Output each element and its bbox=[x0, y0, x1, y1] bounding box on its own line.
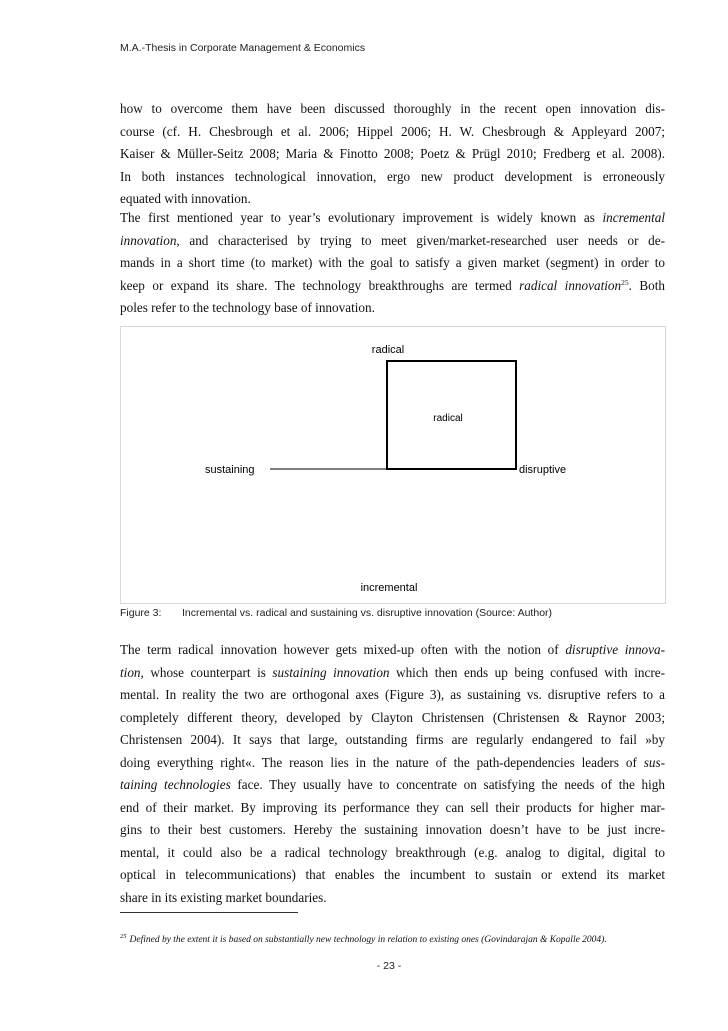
paragraph-1 bbox=[120, 98, 665, 211]
paragraph-line: equated with innovation. bbox=[120, 191, 251, 206]
innovation-diagram bbox=[121, 327, 667, 605]
paragraph-line: In both instances technological innovation, ergo new product development is erroneously bbox=[120, 168, 665, 184]
axis-label-radical: radical bbox=[371, 344, 405, 356]
emphasis: sustaining innovation bbox=[272, 664, 390, 680]
emphasis: incremental bbox=[602, 210, 665, 225]
emphasis: disruptive innova- bbox=[565, 642, 665, 657]
text-run: keep or expand its share. The technology breakthroughs are termed bbox=[120, 277, 520, 293]
paragraph-line: mands in a short time (to market) with the goal to satisfy a given market (segment) in order to bbox=[120, 255, 665, 270]
text-run: face. They usually have to concentrate on satisfying the needs of the high bbox=[230, 777, 665, 792]
emphasis: tion bbox=[120, 664, 141, 680]
paragraph-line bbox=[120, 639, 665, 662]
text-run: which then ends up being confused with incre- bbox=[389, 664, 665, 680]
axis-label-incremental: incremental bbox=[360, 582, 418, 594]
text-run: The term radical innovation however gets mixed-up often with the notion of bbox=[120, 642, 566, 657]
footnote-number: 25 bbox=[120, 933, 127, 940]
footnote-ref[interactable]: 25 bbox=[621, 277, 629, 287]
quadrant-label-radical: radical bbox=[433, 413, 463, 424]
footnote-text: Defined by the extent it is based on substantially new technology in relation to existing ones (Govindarajan & Kopalle 2004). bbox=[129, 935, 607, 945]
text-run: . Both bbox=[628, 277, 665, 293]
paragraph-line bbox=[120, 662, 665, 685]
paragraph-line bbox=[120, 774, 665, 797]
paragraph-line: Christensen 2004). It says that large, outstanding firms are regularly endangered to fail »by bbox=[120, 732, 665, 747]
paragraph-line bbox=[120, 207, 665, 230]
paragraph-line: end of their market. By improving its performance they can sell their products for higher mar- bbox=[120, 799, 665, 815]
axis-label-sustaining: sustaining bbox=[205, 464, 255, 476]
footnote bbox=[120, 935, 607, 945]
figure-3 bbox=[120, 326, 666, 604]
text-run: , whose counterpart is bbox=[140, 664, 273, 680]
emphasis: innovation bbox=[120, 232, 177, 248]
emphasis: taining technologies bbox=[120, 777, 231, 792]
paragraph-2 bbox=[120, 207, 665, 320]
text-run: , and characterised by trying to meet given/market-researched user needs or de- bbox=[176, 232, 665, 248]
paragraph-line bbox=[120, 752, 665, 775]
emphasis: radical innovation bbox=[519, 277, 622, 293]
figure-caption bbox=[120, 607, 552, 619]
text-run: doing everything right«. The reason lies in the nature of the path-dependencies leaders of bbox=[120, 754, 644, 770]
axis-label-disruptive: disruptive bbox=[519, 464, 567, 476]
page-number: - 23 - bbox=[376, 960, 402, 972]
paragraph-line: poles refer to the technology base of innovation. bbox=[120, 300, 375, 315]
emphasis: sus- bbox=[643, 754, 665, 770]
paragraph-line bbox=[120, 275, 665, 298]
paragraph-line: share in its existing market boundaries. bbox=[120, 889, 327, 905]
paragraph-line: completely different theory, developed by Clayton Christensen (Christensen & Raynor 2003; bbox=[120, 709, 665, 725]
paragraph-line: mental. In reality the two are orthogonal axes (Figure 3), as sustaining vs. disruptive refers to a bbox=[120, 687, 665, 702]
paragraph-line: course (cf. H. Chesbrough et al. 2006; Hippel 2006; H. W. Chesbrough & Appleyard 2007; bbox=[120, 123, 665, 139]
footnote-separator bbox=[120, 912, 298, 913]
paragraph-line: Kaiser & Müller-Seitz 2008; Maria & Finotto 2008; Poetz & Prügl 2010; Fredberg et al. 2008). bbox=[120, 146, 665, 161]
paragraph-line: optical in telecommunications) that enables the incumbent to sustain or extend its market bbox=[120, 867, 665, 882]
caption-text: Incremental vs. radical and sustaining vs. disruptive innovation (Source: Author) bbox=[182, 607, 553, 619]
text-run: The first mentioned year to year’s evolutionary improvement is widely known as bbox=[120, 210, 603, 225]
paragraph-line: mental, it could also be a radical technology breakthrough (e.g. analog to digital, digital to bbox=[120, 844, 665, 860]
paragraph-3 bbox=[120, 639, 665, 909]
paragraph-line: how to overcome them have been discussed thoroughly in the recent open innovation dis- bbox=[120, 101, 665, 116]
paragraph-line: gins to their best customers. Hereby the sustaining innovation doesn’t have to be just incre- bbox=[120, 822, 665, 837]
paragraph-line bbox=[120, 230, 665, 253]
caption-number: Figure 3: bbox=[120, 607, 162, 619]
running-header: M.A.-Thesis in Corporate Management & Economics bbox=[120, 42, 366, 54]
